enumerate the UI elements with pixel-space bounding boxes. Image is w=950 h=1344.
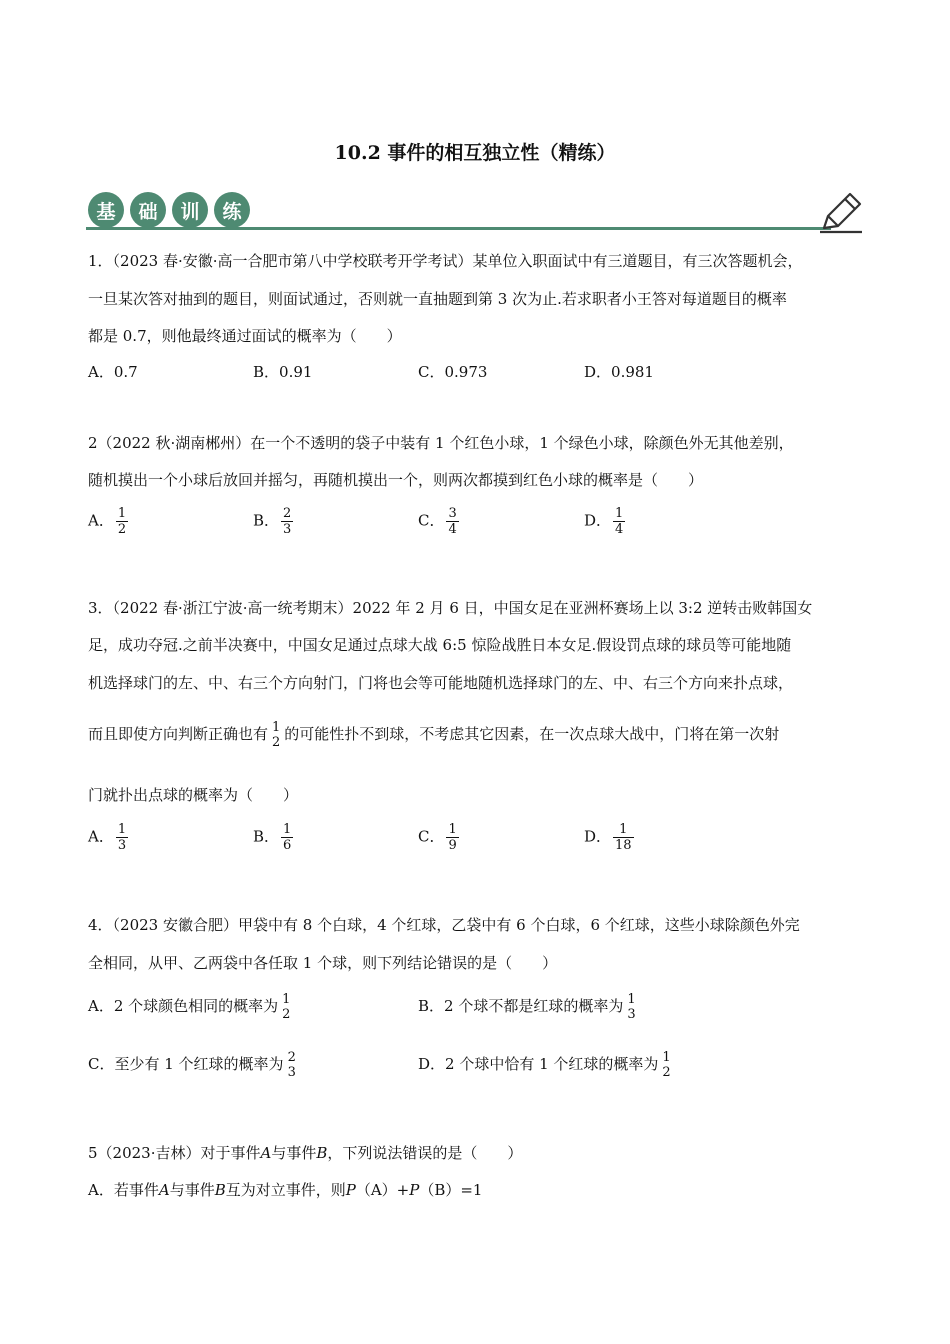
q3-option-d (584, 822, 636, 853)
option-label: C． (418, 363, 445, 381)
fraction: 1 2 (272, 720, 281, 750)
option-label: C．至少有 1 个红球的概率为 (88, 1055, 284, 1073)
q5-line-1: 5（2023·吉林）对于事件A与事件B，下列说法错误的是（ ） (88, 1144, 523, 1162)
page-title: 10.2 事件的相互独立性（精练） (334, 142, 616, 164)
q2-line-1: 2（2022 秋·湖南郴州）在一个不透明的袋子中装有 1 个红色小球，1 个绿色小球，除颜色外无其他差别， (88, 434, 794, 452)
q3-option-a (88, 822, 130, 853)
option-label: B． (253, 363, 280, 381)
q1-option-b (253, 362, 312, 382)
option-value: 0.91 (279, 363, 313, 381)
fraction: $\frac{1}{18}$ (615, 822, 632, 853)
q1-line-3: 都是 0.7，则他最终通过面试的概率为（ ） (88, 327, 402, 345)
banner-char-1: 基 (88, 192, 124, 228)
fraction: $\frac{2}{3}$ (283, 506, 292, 537)
fraction: $\frac{3}{4}$ (448, 506, 457, 537)
option-label: B． (253, 827, 280, 846)
banner-char-3: 训 (172, 192, 208, 228)
q4-option-d (418, 1050, 675, 1080)
q3-line-2: 足，成功夺冠.之前半决赛中，中国女足通过点球大战 6:5 惊险战胜日本女足.假设罚点球的球员等可能地随 (88, 636, 792, 654)
pencil-icon (816, 188, 864, 236)
q4-option-b (418, 992, 640, 1022)
fraction: $\frac{1}{4}$ (615, 506, 624, 537)
option-label: B． (253, 511, 280, 530)
q1-option-c (418, 362, 487, 382)
option-label: D． (584, 511, 612, 530)
q1-line-2: 一旦某次答对抽到的题目，则面试通过，否则就一直抽题到第 3 次为止.若求职者小王答对每道题目的概率 (88, 290, 787, 308)
q1-option-a (88, 362, 138, 382)
q2-line-2: 随机摸出一个小球后放回并摇匀，再随机摸出一个，则两次都摸到红色小球的概率是（ ） (88, 471, 704, 489)
q4-line-2: 全相同，从甲、乙两袋中各任取 1 个球，则下列结论错误的是（ ） (88, 954, 558, 972)
option-value: 0.973 (444, 363, 488, 381)
option-value: 0.981 (611, 363, 654, 381)
fraction: $\frac{1}{9}$ (448, 822, 457, 853)
q2-option-d (584, 506, 627, 537)
option-value: 0.7 (113, 363, 138, 381)
option-label: B．2 个球不都是红球的概率为 (418, 997, 624, 1015)
fraction: $\frac{1}{6}$ (283, 822, 292, 853)
q2-option-a (88, 506, 130, 537)
section-banner (86, 188, 866, 238)
option-label: A． (88, 363, 114, 381)
q2-option-c (418, 506, 461, 537)
fraction: 1 2 (662, 1050, 671, 1080)
q3-line-5: 门就扑出点球的概率为（ ） (88, 786, 299, 804)
fraction: 1 3 (627, 992, 636, 1022)
fraction: 2 3 (287, 1050, 296, 1080)
option-label: C． (418, 827, 445, 846)
q1-line-1: 1．（2023 春·安徽·高一合肥市第八中学校联考开学考试）某单位入职面试中有三道题目，有三次答题机会， (88, 252, 803, 270)
q3-line-4: 而且即使方向判断正确也有 1 2 的可能性扑不到球，不考虑其它因素，在一次点球大战中，门将在第一次射 (88, 720, 780, 750)
q3-line-1: 3．（2022 春·浙江宁波·高一统考期末）2022 年 2 月 6 日，中国女足在亚洲杯赛场上以 3:2 逆转击败韩国女 (88, 599, 813, 617)
fraction: $\frac{1}{2}$ (117, 506, 127, 537)
q5-option-a: A．若事件A与事件B互为对立事件，则P（A）+P（B）=1 (88, 1181, 483, 1199)
banner-char-4: 练 (214, 192, 250, 228)
option-label: D． (584, 827, 612, 846)
fraction: 1 2 (282, 992, 291, 1022)
option-label: D．2 个球中恰有 1 个红球的概率为 (418, 1055, 659, 1073)
option-label: A． (88, 827, 114, 846)
option-label: A．2 个球颜色相同的概率为 (88, 997, 279, 1015)
banner-underline (86, 227, 831, 230)
option-label: C． (418, 511, 445, 530)
q4-option-a (88, 992, 294, 1022)
option-label: D． (584, 363, 612, 381)
fraction: $\frac{1}{3}$ (117, 822, 127, 853)
q3-line-3: 机选择球门的左、中、右三个方向射门，门将也会等可能地随机选择球门的左、中、右三个方向来扑点球， (88, 674, 794, 692)
option-label: A． (88, 511, 114, 530)
q1-option-d (584, 362, 654, 382)
q4-line-1: 4．（2023 安徽合肥）甲袋中有 8 个白球，4 个红球，乙袋中有 6 个白球，6 个红球，这些小球除颜色外完 (88, 916, 800, 934)
banner-char-2: 础 (130, 192, 166, 228)
q4-option-c (88, 1050, 300, 1080)
q3-option-b (253, 822, 295, 853)
q2-option-b (253, 506, 295, 537)
q3-option-c (418, 822, 461, 853)
